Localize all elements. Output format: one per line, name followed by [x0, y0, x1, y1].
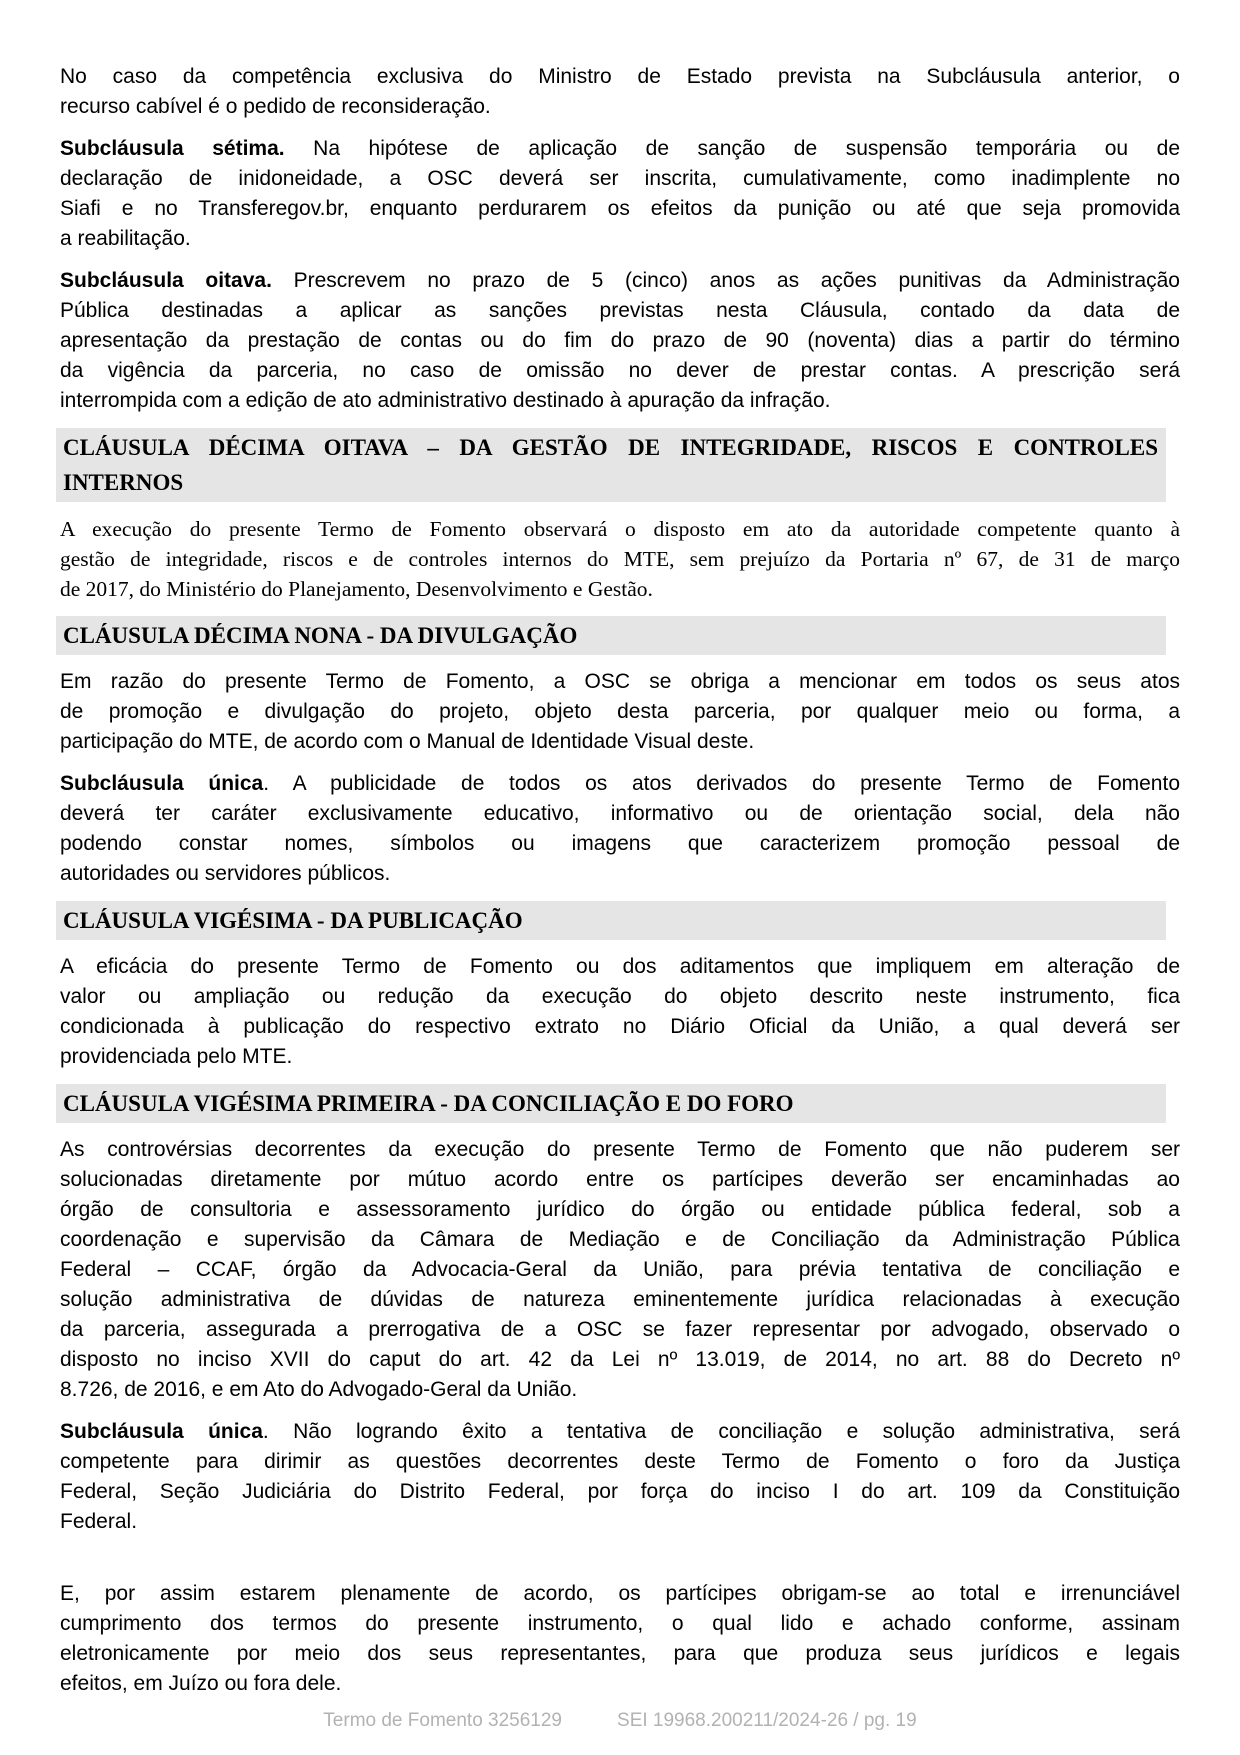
text-line: disposto no inciso XVII do caput do art. 42 da Lei nº 13.019, de 2014, no art. 88 do Decreto nº — [60, 1348, 1180, 1371]
page-footer — [0, 1708, 1240, 1734]
text-line: a reabilitação. — [60, 227, 191, 250]
text-line: CLÁUSULA VIGÉSIMA PRIMEIRA - DA CONCILIAÇÃO E DO FORO — [63, 1091, 794, 1116]
text-line: condicionada à publicação do respectivo extrato no Diário Oficial da União, a qual deverá ser — [60, 1015, 1180, 1038]
text-line: CLÁUSULA DÉCIMA NONA - DA DIVULGAÇÃO — [63, 623, 578, 648]
text-line: declaração de inidoneidade, a OSC deverá ser inscrita, cumulativamente, como inadimplente no — [60, 167, 1180, 190]
text-line: valor ou ampliação ou redução da execução do objeto descrito neste instrumento, fica — [60, 985, 1180, 1008]
text-line: Subcláusula sétima. Na hipótese de aplicação de sanção de suspensão temporária ou de — [60, 137, 1180, 160]
text-line: eletronicamente por meio dos seus representantes, para que produza seus jurídicos e legais — [60, 1642, 1180, 1665]
footer-sei-page-label: SEI 19968.200211/2024-26 / pg. 19 — [617, 1710, 917, 1731]
paragraph-eficacia — [60, 952, 1180, 1072]
text-line: Federal – CCAF, órgão da Advocacia-Geral da União, para prévia tentativa de conciliação e — [60, 1258, 1180, 1281]
text-line: A eficácia do presente Termo de Fomento ou dos aditamentos que impliquem em alteração de — [60, 955, 1180, 978]
text-line: deverá ter caráter exclusivamente educativo, informativo ou de orientação social, dela não — [60, 802, 1180, 825]
text-line: Subcláusula única. Não logrando êxito a tentativa de conciliação e solução administrativa, será — [60, 1420, 1180, 1443]
clause-heading-decima-oitava — [56, 428, 1166, 502]
text-line: órgão de consultoria e assessoramento jurídico do órgão ou entidade pública federal, sob a — [60, 1198, 1180, 1221]
text-line: de 2017, do Ministério do Planejamento, Desenvolvimento e Gestão. — [60, 577, 653, 601]
text-line: cumprimento dos termos do presente instrumento, o qual lido e achado conforme, assinam — [60, 1612, 1180, 1635]
subclausula-unica-divulgacao — [60, 769, 1180, 889]
text-line: Subcláusula única. A publicidade de todos os atos derivados do presente Termo de Fomento — [60, 772, 1180, 795]
paragraph-encerramento — [60, 1579, 1180, 1699]
text-line: As controvérsias decorrentes da execução do presente Termo de Fomento que não puderem ser — [60, 1138, 1180, 1161]
paragraph-em-razao — [60, 667, 1180, 757]
text-line: providenciada pelo MTE. — [60, 1045, 293, 1068]
clause-heading-decima-nona — [56, 616, 1166, 655]
text-line: CLÁUSULA DÉCIMA OITAVA – DA GESTÃO DE INTEGRIDADE, RISCOS E CONTROLES — [63, 435, 1158, 460]
text-line: Subcláusula oitava. Prescrevem no prazo de 5 (cinco) anos as ações punitivas da Administração — [60, 269, 1180, 292]
paragraph-controversias — [60, 1135, 1180, 1405]
clause-heading-vigesima-primeira — [56, 1084, 1166, 1123]
paragraph-recurso — [60, 62, 1180, 122]
text-line: No caso da competência exclusiva do Ministro de Estado prevista na Subcláusula anterior, o — [60, 65, 1180, 88]
text-line: gestão de integridade, riscos e de controles internos do MTE, sem prejuízo da Portaria nº 67, de 31 de março — [60, 547, 1180, 571]
text-line: CLÁUSULA VIGÉSIMA - DA PUBLICAÇÃO — [63, 908, 523, 933]
text-line: solução administrativa de dúvidas de natureza eminentemente jurídica relacionadas à execução — [60, 1288, 1180, 1311]
text-line: INTERNOS — [63, 470, 184, 495]
text-line: competente para dirimir as questões decorrentes deste Termo de Fomento o foro da Justiça — [60, 1450, 1180, 1473]
paragraph-execucao — [60, 514, 1180, 604]
text-line: A execução do presente Termo de Fomento observará o disposto em ato da autoridade competente quanto à — [60, 517, 1180, 541]
clause-heading-vigesima — [56, 901, 1166, 940]
text-line: da parceria, assegurada a prerrogativa de a OSC se fazer representar por advogado, observado o — [60, 1318, 1180, 1341]
text-line: efeitos, em Juízo ou fora dele. — [60, 1672, 342, 1695]
text-line: interrompida com a edição de ato administrativo destinado à apuração da infração. — [60, 389, 831, 412]
subclausula-oitava — [60, 266, 1180, 416]
text-line: recurso cabível é o pedido de reconsideração. — [60, 95, 491, 118]
text-line: Siafi e no Transferegov.br, enquanto perdurarem os efeitos da punição ou até que seja promovida — [60, 197, 1180, 220]
subclausula-unica-foro — [60, 1417, 1180, 1537]
text-line: de promoção e divulgação do projeto, objeto desta parceria, por qualquer meio ou forma, a — [60, 700, 1180, 723]
text-line: participação do MTE, de acordo com o Manual de Identidade Visual deste. — [60, 730, 755, 753]
text-line: coordenação e supervisão da Câmara de Mediação e de Conciliação da Administração Pública — [60, 1228, 1180, 1251]
text-line: Federal, Seção Judiciária do Distrito Federal, por força do inciso I do art. 109 da Constituição — [60, 1480, 1180, 1503]
text-line: solucionadas diretamente por mútuo acordo entre os partícipes deverão ser encaminhadas ao — [60, 1168, 1180, 1191]
subclausula-setima — [60, 134, 1180, 254]
text-line: podendo constar nomes, símbolos ou imagens que caracterizem promoção pessoal de — [60, 832, 1180, 855]
text-line: autoridades ou servidores públicos. — [60, 862, 391, 885]
text-line: Federal. — [60, 1510, 138, 1533]
text-line: apresentação da prestação de contas ou do fim do prazo de 90 (noventa) dias a partir do término — [60, 329, 1180, 352]
footer-document-label: Termo de Fomento 3256129 — [323, 1710, 563, 1731]
text-line: Em razão do presente Termo de Fomento, a OSC se obriga a mencionar em todos os seus atos — [60, 670, 1180, 693]
text-line: Pública destinadas a aplicar as sanções previstas nesta Cláusula, contado da data de — [60, 299, 1180, 322]
text-line: E, por assim estarem plenamente de acordo, os partícipes obrigam-se ao total e irrenunciável — [60, 1582, 1180, 1605]
text-line: da vigência da parceria, no caso de omissão no dever de prestar contas. A prescrição será — [60, 359, 1180, 382]
text-line: 8.726, de 2016, e em Ato do Advogado-Geral da União. — [60, 1378, 578, 1401]
